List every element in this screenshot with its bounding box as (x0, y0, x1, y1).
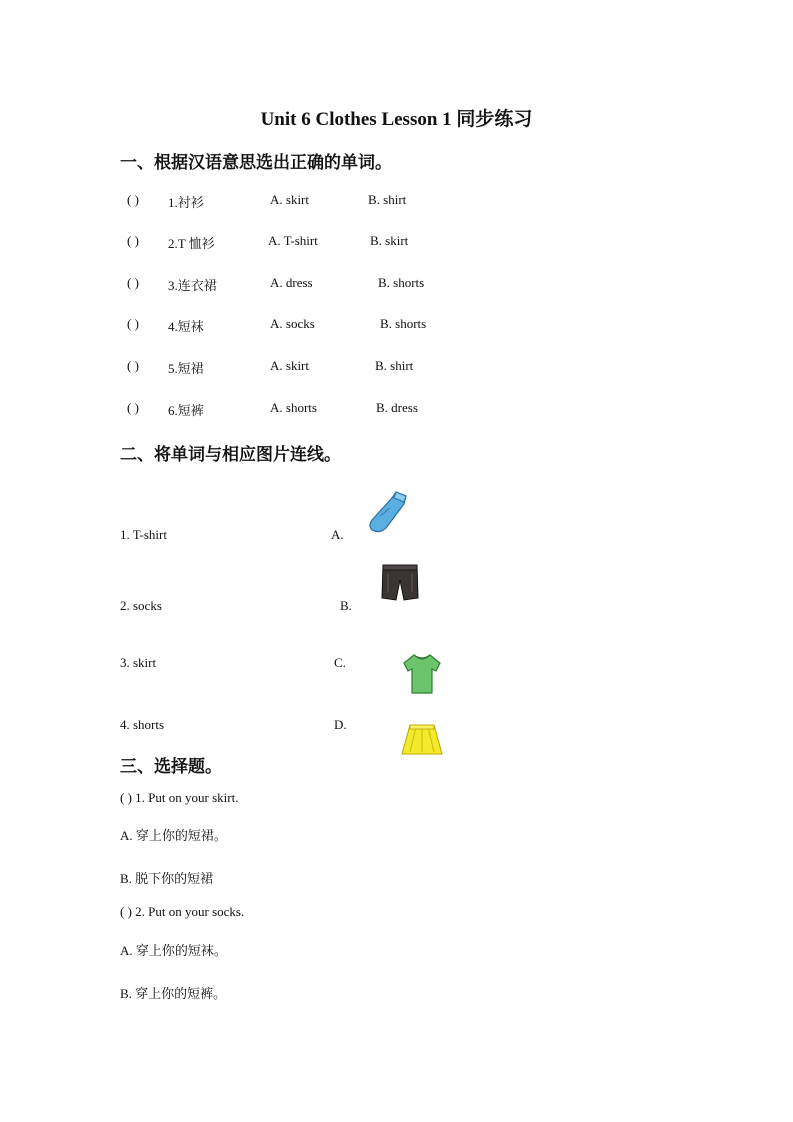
choice-option[interactable]: B. 穿上你的短裤。 (120, 986, 227, 1001)
page-title: Unit 6 Clothes Lesson 1 同步练习 (260, 109, 533, 130)
section1-heading: 一、根据汉语意思选出正确的单词。 (120, 153, 392, 173)
option-b: B. shirt (375, 358, 414, 373)
tshirt-picture[interactable] (402, 651, 442, 695)
option-a: A. socks (270, 316, 315, 331)
choice-option[interactable]: A. 穿上你的短裙。 (120, 828, 227, 843)
match-letter: B. (340, 598, 352, 613)
answer-paren[interactable]: ( ) (127, 358, 139, 373)
sock-picture[interactable] (366, 490, 412, 534)
question-text: 6.短裤 (168, 403, 204, 418)
answer-paren[interactable]: ( ) (127, 316, 139, 331)
option-b: B. shirt (368, 192, 407, 207)
section3-heading: 三、选择题。 (120, 757, 222, 777)
option-b: B. dress (376, 400, 418, 415)
section2-heading: 二、将单词与相应图片连线。 (120, 445, 341, 465)
match-word[interactable]: 4. shorts (120, 717, 165, 732)
match-letter: C. (334, 655, 346, 670)
option-a: A. skirt (270, 192, 309, 207)
option-a: A. shorts (270, 400, 317, 415)
answer-paren[interactable]: ( ) (127, 275, 139, 290)
match-word[interactable]: 2. socks (120, 598, 162, 613)
option-a: A. skirt (270, 358, 309, 373)
match-word[interactable]: 3. skirt (120, 655, 157, 670)
question-text: 5.短裙 (168, 361, 204, 376)
option-a: A. T-shirt (268, 233, 318, 248)
option-b: B. shorts (380, 316, 427, 331)
question-text: 4.短袜 (168, 319, 204, 334)
choice-question: ( ) 2. Put on your socks. (120, 904, 245, 919)
shorts-picture[interactable] (380, 562, 420, 602)
answer-paren[interactable]: ( ) (127, 233, 139, 248)
option-a: A. dress (270, 275, 313, 290)
option-b: B. skirt (370, 233, 409, 248)
option-b: B. shorts (378, 275, 425, 290)
question-text: 2.T 恤衫 (168, 236, 215, 251)
match-letter: D. (334, 717, 347, 732)
answer-paren[interactable]: ( ) (127, 192, 139, 207)
question-text: 3.连衣裙 (168, 278, 217, 293)
answer-paren[interactable]: ( ) (127, 400, 139, 415)
choice-option[interactable]: A. 穿上你的短袜。 (120, 943, 227, 958)
choice-option[interactable]: B. 脱下你的短裙 (120, 871, 214, 886)
skirt-picture[interactable] (400, 722, 444, 758)
question-text: 1.衬衫 (168, 195, 204, 210)
match-word[interactable]: 1. T-shirt (120, 527, 167, 542)
match-letter: A. (331, 527, 344, 542)
choice-question: ( ) 1. Put on your skirt. (120, 790, 239, 805)
